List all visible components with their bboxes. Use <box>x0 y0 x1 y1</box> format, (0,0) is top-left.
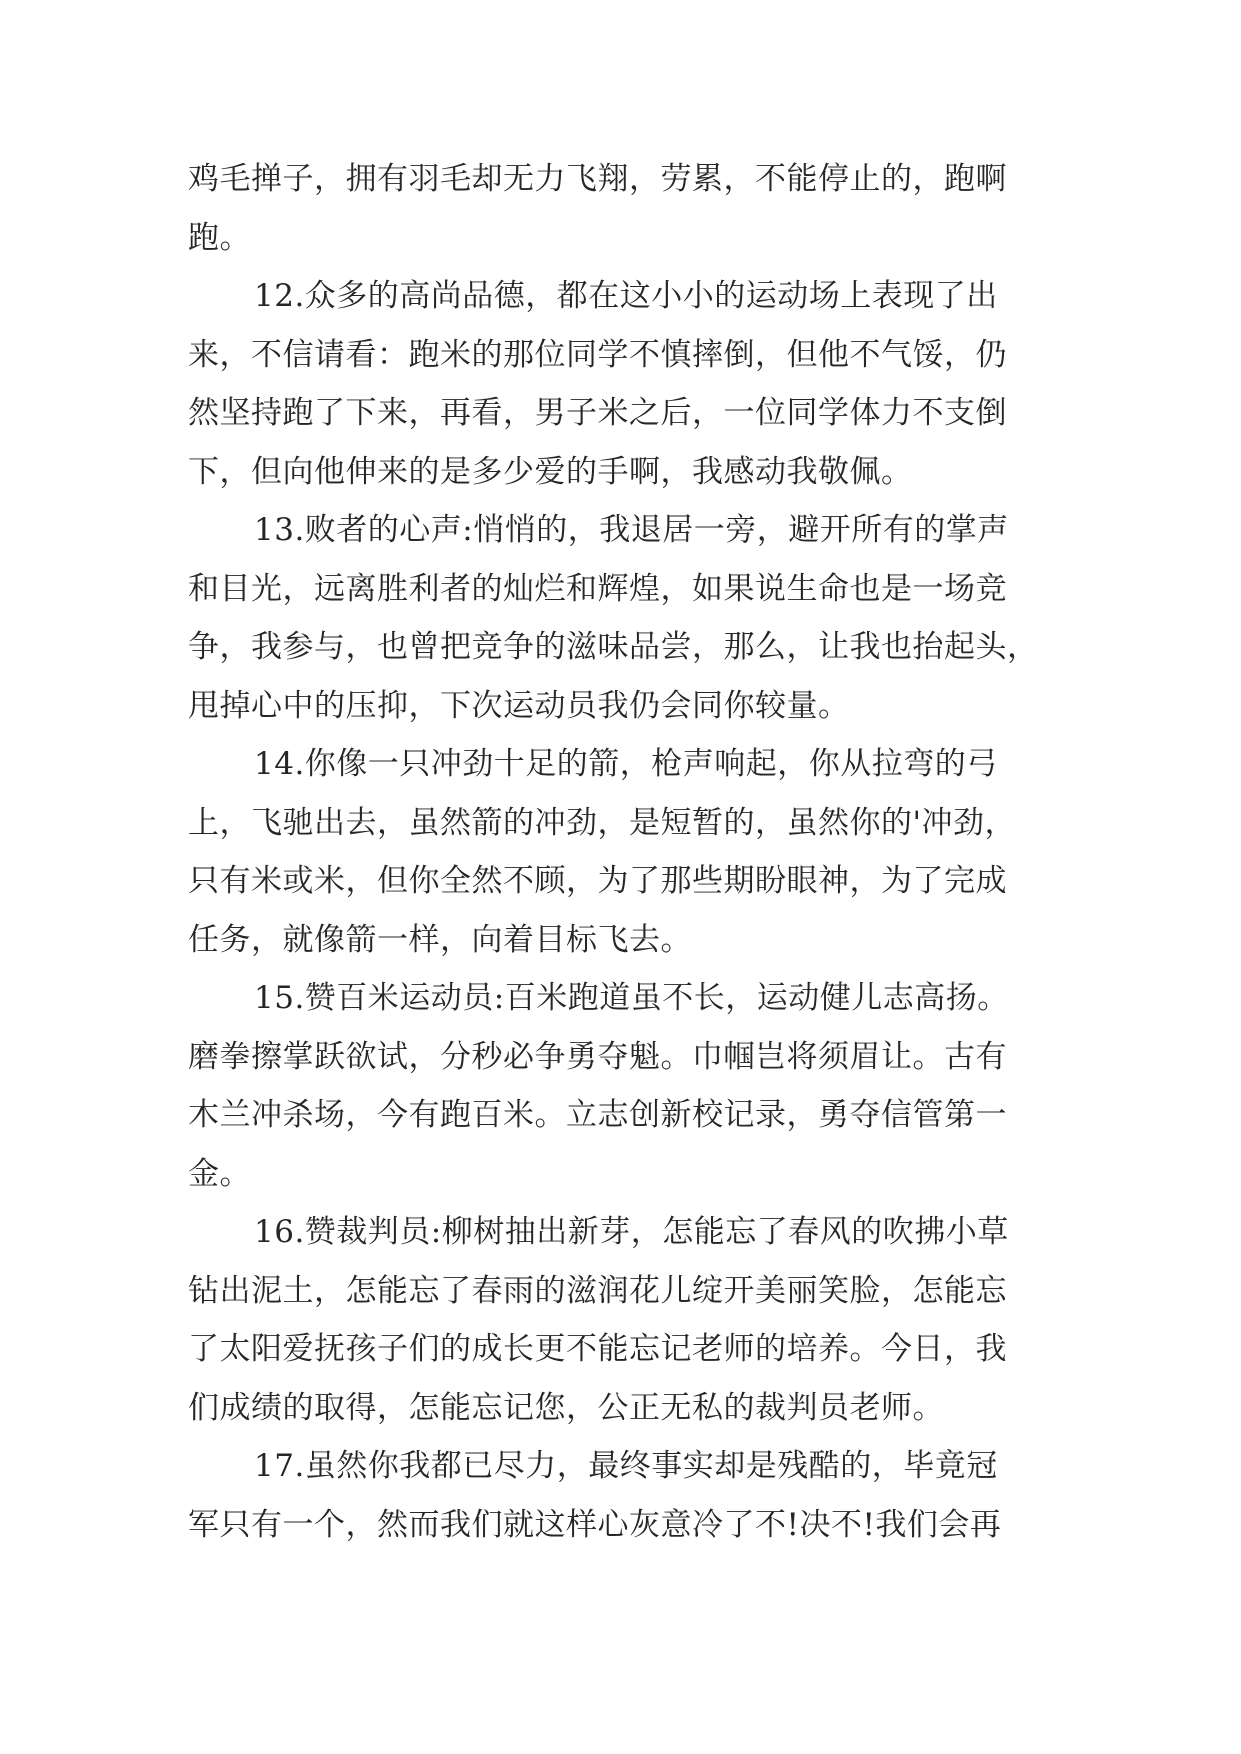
text-line: 任务，就像箭一样，向着目标飞去。 <box>188 921 692 958</box>
text-line: 了太阳爱抚孩子们的成长更不能忘记老师的培养。今日，我 <box>188 1331 1007 1367</box>
text-line: 13.败者的心声:悄悄的，我退居一旁，避开所有的掌声 <box>254 512 1009 548</box>
text-line: 然坚持跑了下来，再看，男子米之后，一位同学体力不支倒 <box>188 395 1007 431</box>
text-line: 来，不信请看：跑米的那位同学不慎摔倒，但他不气馁，仍 <box>188 336 1007 373</box>
text-line: 军只有一个，然而我们就这样心灰意冷了不!决不!我们会再 <box>188 1506 1002 1543</box>
text-line: 只有米或米，但你全然不顾，为了那些期盼眼神，为了完成 <box>188 863 1007 899</box>
text-line: 和目光，远离胜利者的灿烂和辉煌，如果说生命也是一场竞 <box>188 570 1007 607</box>
text-line: 磨拳擦掌跃欲试，分秒必争勇夺魁。巾帼岂将须眉让。古有 <box>188 1038 1007 1075</box>
text-line: 14.你像一只冲劲十足的箭，枪声响起，你从拉弯的弓 <box>254 746 998 782</box>
text-line: 跑。 <box>188 219 251 256</box>
text-line: 16.赞裁判员:柳树抽出新芽，怎能忘了春风的吹拂小草 <box>254 1214 1009 1250</box>
text-line: 们成绩的取得，怎能忘记您，公正无私的裁判员老师。 <box>188 1389 944 1426</box>
text-line: 12.众多的高尚品德，都在这小小的运动场上表现了出 <box>254 278 998 314</box>
text-line: 争，我参与，也曾把竞争的滋味品尝，那么，让我也抬起头， <box>188 629 1039 665</box>
text-line: 上，飞驰出去，虽然箭的冲劲，是短暂的，虽然你的'冲劲， <box>188 804 1017 841</box>
text-line: 钻出泥土，怎能忘了春雨的滋润花儿绽开美丽笑脸，怎能忘 <box>188 1272 1007 1309</box>
text-line: 15.赞百米运动员:百米跑道虽不长，运动健儿志高扬。 <box>254 980 1009 1016</box>
text-line: 甩掉心中的压抑，下次运动员我仍会同你较量。 <box>188 687 850 724</box>
text-line: 下，但向他伸来的是多少爱的手啊，我感动我敬佩。 <box>188 453 913 490</box>
document-body <box>188 150 1088 1554</box>
text-line: 木兰冲杀场，今有跑百米。立志创新校记录，勇夺信管第一 <box>188 1097 1007 1133</box>
text-line: 金。 <box>188 1155 251 1192</box>
text-line: 17.虽然你我都已尽力，最终事实却是残酷的，毕竟冠 <box>254 1448 998 1484</box>
text-line: 鸡毛掸子，拥有羽毛却无力飞翔，劳累，不能停止的，跑啊 <box>188 161 1007 197</box>
